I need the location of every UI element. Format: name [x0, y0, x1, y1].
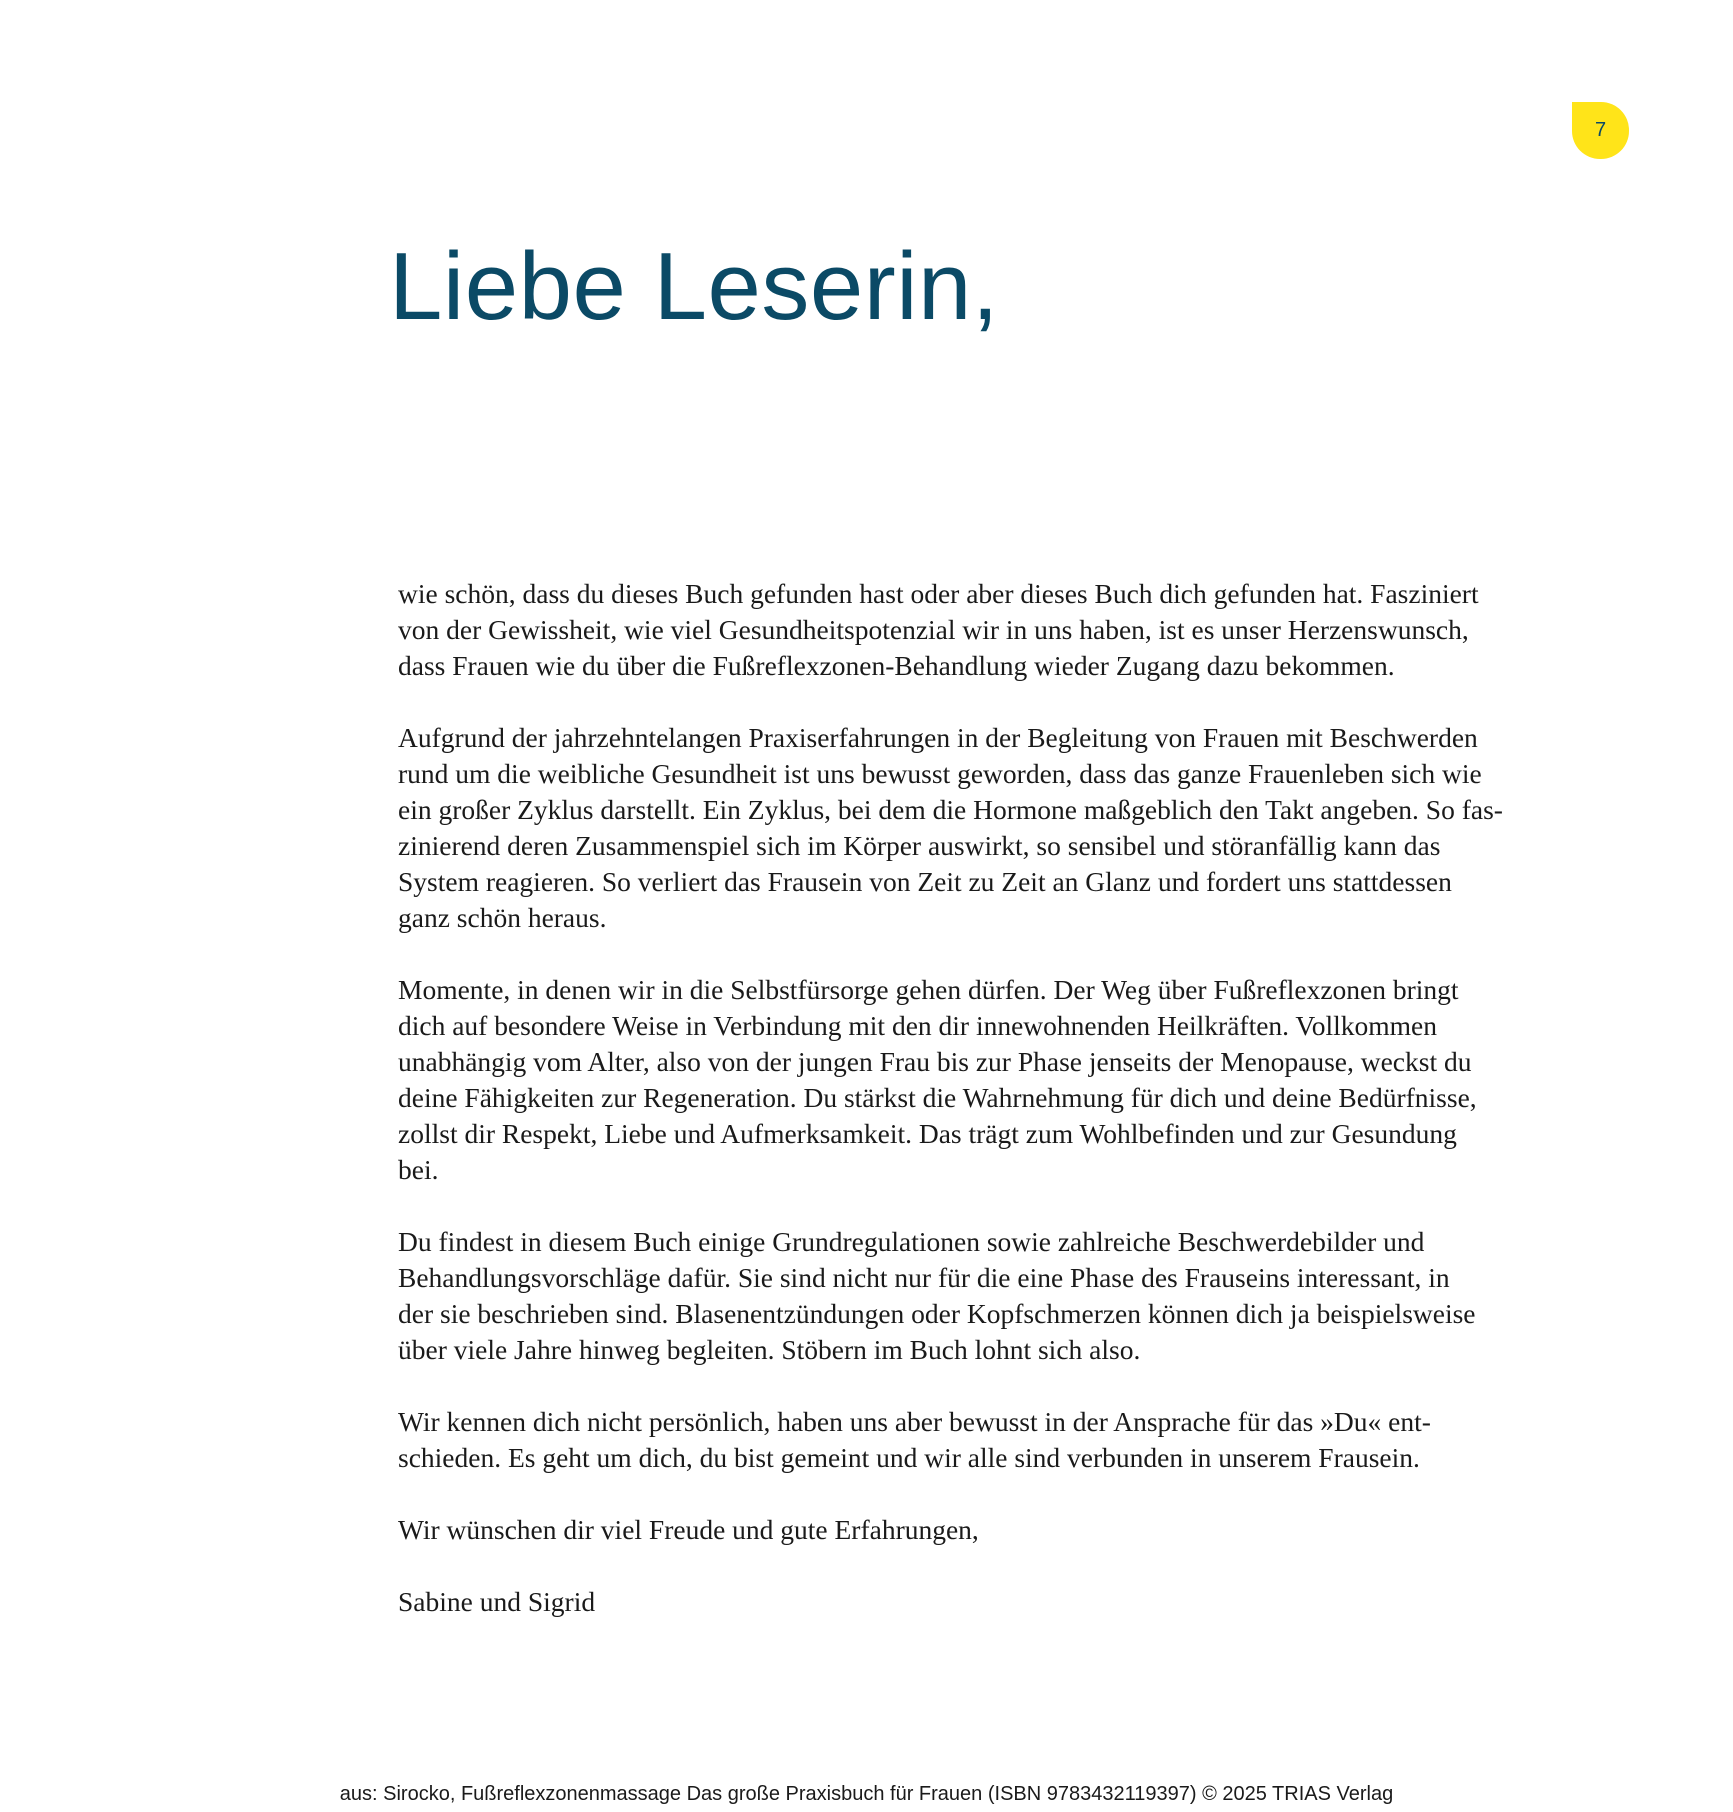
source-footer: aus: Sirocko, Fußreflexzonenmassage Das große Praxisbuch für Frauen (ISBN 9783432119397) © 2025 TRIAS Verlag — [339, 1783, 1394, 1805]
text-line: System reagieren. So verliert das Frausein von Zeit zu Zeit an Glanz und fordert uns stattdessen — [398, 866, 1452, 897]
text-line: bei. — [398, 1154, 439, 1185]
page-number: 7 — [1594, 119, 1607, 141]
text-line: dich auf besondere Weise in Verbindung mit den dir innewohnenden Heilkräften. Vollkommen — [398, 1010, 1437, 1041]
text-line: über viele Jahre hinweg begleiten. Stöbern im Buch lohnt sich also. — [398, 1334, 1141, 1365]
paragraph — [398, 720, 1558, 936]
text-line: wie schön, dass du dieses Buch gefunden hast oder aber dieses Buch dich gefunden hat. Fasziniert — [398, 578, 1479, 609]
text-line: rund um die weibliche Gesundheit ist uns bewusst geworden, dass das ganze Frauenleben sich wie — [398, 758, 1482, 789]
text-line: Wir wünschen dir viel Freude und gute Erfahrungen, — [398, 1514, 979, 1545]
paragraph — [398, 972, 1558, 1188]
text-line: zollst dir Respekt, Liebe und Aufmerksamkeit. Das trägt zum Wohlbefinden und zur Gesundung — [398, 1118, 1457, 1149]
text-line: Du findest in diesem Buch einige Grundregulationen sowie zahlreiche Beschwerdebilder und — [398, 1226, 1425, 1257]
closing-line — [398, 1512, 1558, 1548]
text-line: ganz schön heraus. — [398, 902, 607, 933]
text-line: dass Frauen wie du über die Fußreflexzonen-Behandlung wieder Zugang dazu bekommen. — [398, 650, 1395, 681]
signature — [398, 1584, 1558, 1620]
text-line: unabhängig vom Alter, also von der jungen Frau bis zur Phase jenseits der Menopause, weckst du — [398, 1046, 1472, 1077]
paragraph — [398, 1404, 1558, 1476]
text-line: von der Gewissheit, wie viel Gesundheitspotenzial wir in uns haben, ist es unser Herzenswunsch, — [398, 614, 1469, 645]
text-line: deine Fähigkeiten zur Regeneration. Du stärkst die Wahrnehmung für dich und deine Bedürfnisse, — [398, 1082, 1477, 1113]
text-line: Behandlungsvorschläge dafür. Sie sind nicht nur für die eine Phase des Frauseins interessant, in — [398, 1262, 1450, 1293]
text-line: Momente, in denen wir in die Selbstfürsorge gehen dürfen. Der Weg über Fußreflexzonen bringt — [398, 974, 1459, 1005]
text-line: Wir kennen dich nicht persönlich, haben uns aber bewusst in der Ansprache für das »Du« ent- — [398, 1406, 1431, 1437]
text-line: zinierend deren Zusammenspiel sich im Körper auswirkt, so sensibel und störanfällig kann das — [398, 830, 1441, 861]
letter-body — [398, 576, 1558, 1656]
page-number-badge — [1572, 102, 1629, 159]
paragraph — [398, 1224, 1558, 1368]
text-line: der sie beschrieben sind. Blasenentzündungen oder Kopfschmerzen können dich ja beispielsweise — [398, 1298, 1476, 1329]
text-line: Sabine und Sigrid — [398, 1586, 596, 1617]
text-line: Aufgrund der jahrzehntelangen Praxiserfahrungen in der Begleitung von Frauen mit Beschwerden — [398, 722, 1478, 753]
page-title: Liebe Leserin, — [389, 233, 1000, 340]
paragraph — [398, 576, 1558, 684]
text-line: schieden. Es geht um dich, du bist gemeint und wir alle sind verbunden in unserem Frausein. — [398, 1442, 1420, 1473]
text-line: ein großer Zyklus darstellt. Ein Zyklus, bei dem die Hormone maßgeblich den Takt angeben. So fas- — [398, 794, 1503, 825]
